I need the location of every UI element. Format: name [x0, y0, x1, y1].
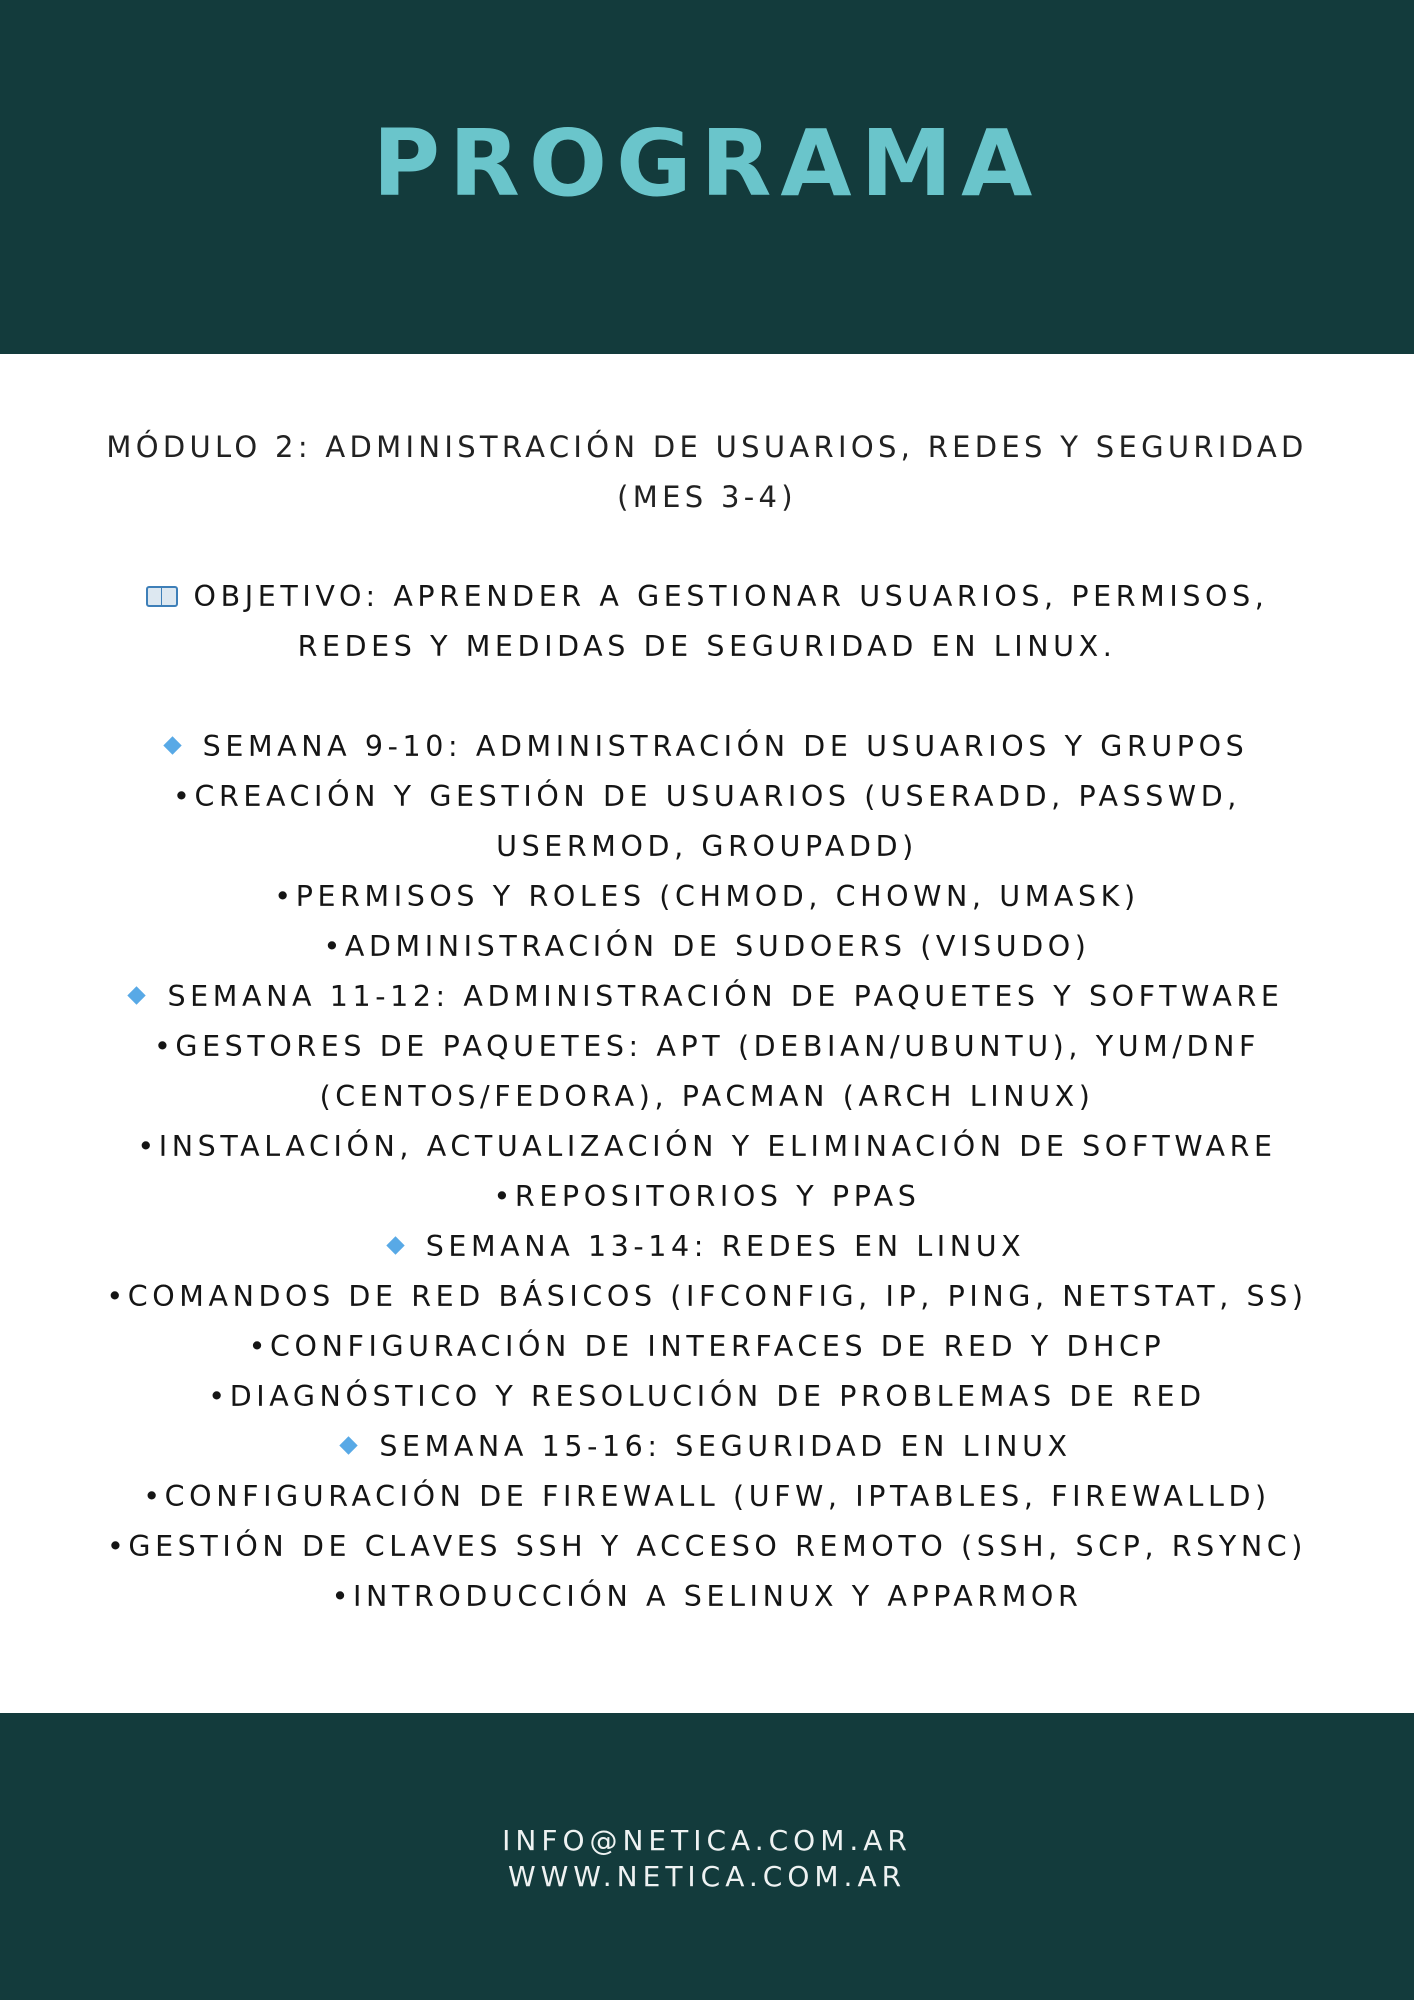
week-item: (CENTOS/FEDORA), PACMAN (ARCH LINUX) [319, 1080, 1095, 1113]
contact-email[interactable]: INFO@NETICA.COM.AR [502, 1824, 912, 1857]
module-heading: MÓDULO 2: ADMINISTRACIÓN DE USUARIOS, REDES Y SEGURIDAD [106, 430, 1308, 464]
week-item: •CREACIÓN Y GESTIÓN DE USUARIOS (USERADD, PASSWD, [173, 780, 1241, 813]
week-title-text: SEMANA 11-12: ADMINISTRACIÓN DE PAQUETES Y SOFTWARE [167, 980, 1284, 1013]
blue-diamond-icon [340, 1436, 358, 1454]
week-title-text: SEMANA 13-14: REDES EN LINUX [425, 1230, 1026, 1263]
week-item: •CONFIGURACIÓN DE FIREWALL (UFW, IPTABLES, FIREWALLD) [143, 1480, 1271, 1513]
week-item: •GESTORES DE PAQUETES: APT (DEBIAN/UBUNTU), YUM/DNF [153, 1030, 1261, 1063]
footer-band [0, 1713, 1414, 2000]
page-title: PROGRAMA [372, 110, 1042, 217]
week-item: •INTRODUCCIÓN A SELINUX Y APPARMOR [331, 1580, 1083, 1613]
week-item: •GESTIÓN DE CLAVES SSH Y ACCESO REMOTO (SSH, SCP, RSYNC) [106, 1530, 1308, 1563]
week-item: USERMOD, GROUPADD) [496, 830, 918, 863]
objective [0, 572, 1414, 622]
objective-continued: REDES Y MEDIDAS DE SEGURIDAD EN LINUX. [297, 630, 1117, 663]
spacer [0, 522, 1414, 572]
week-item: •ADMINISTRACIÓN DE SUDOERS (VISUDO) [323, 930, 1091, 963]
open-book-icon [146, 585, 178, 607]
blue-diamond-icon [128, 986, 146, 1004]
week-item: •COMANDOS DE RED BÁSICOS (IFCONFIG, IP, PING, NETSTAT, SS) [106, 1280, 1308, 1313]
program-content [0, 422, 1414, 1622]
objective-text: OBJETIVO: APRENDER A GESTIONAR USUARIOS, PERMISOS, [193, 580, 1269, 613]
week-item: •DIAGNÓSTICO Y RESOLUCIÓN DE PROBLEMAS DE RED [208, 1380, 1206, 1413]
week-title [0, 1222, 1414, 1272]
blue-diamond-icon [386, 1236, 404, 1254]
module-heading-period: (MES 3-4) [617, 480, 797, 514]
week-title [0, 1422, 1414, 1472]
header-band [0, 0, 1414, 354]
week-item: •CONFIGURACIÓN DE INTERFACES DE RED Y DHCP [248, 1330, 1166, 1363]
contact-website[interactable]: WWW.NETICA.COM.AR [507, 1860, 907, 1893]
week-title-text: SEMANA 9-10: ADMINISTRACIÓN DE USUARIOS Y GRUPOS [202, 730, 1249, 763]
week-item: •PERMISOS Y ROLES (CHMOD, CHOWN, UMASK) [274, 880, 1140, 913]
blue-diamond-icon [163, 736, 181, 754]
week-item: •INSTALACIÓN, ACTUALIZACIÓN Y ELIMINACIÓN DE SOFTWARE [137, 1130, 1277, 1163]
week-title [0, 972, 1414, 1022]
week-item: •REPOSITORIOS Y PPAS [493, 1180, 921, 1213]
week-title [0, 722, 1414, 772]
spacer [0, 672, 1414, 722]
week-title-text: SEMANA 15-16: SEGURIDAD EN LINUX [379, 1430, 1072, 1463]
